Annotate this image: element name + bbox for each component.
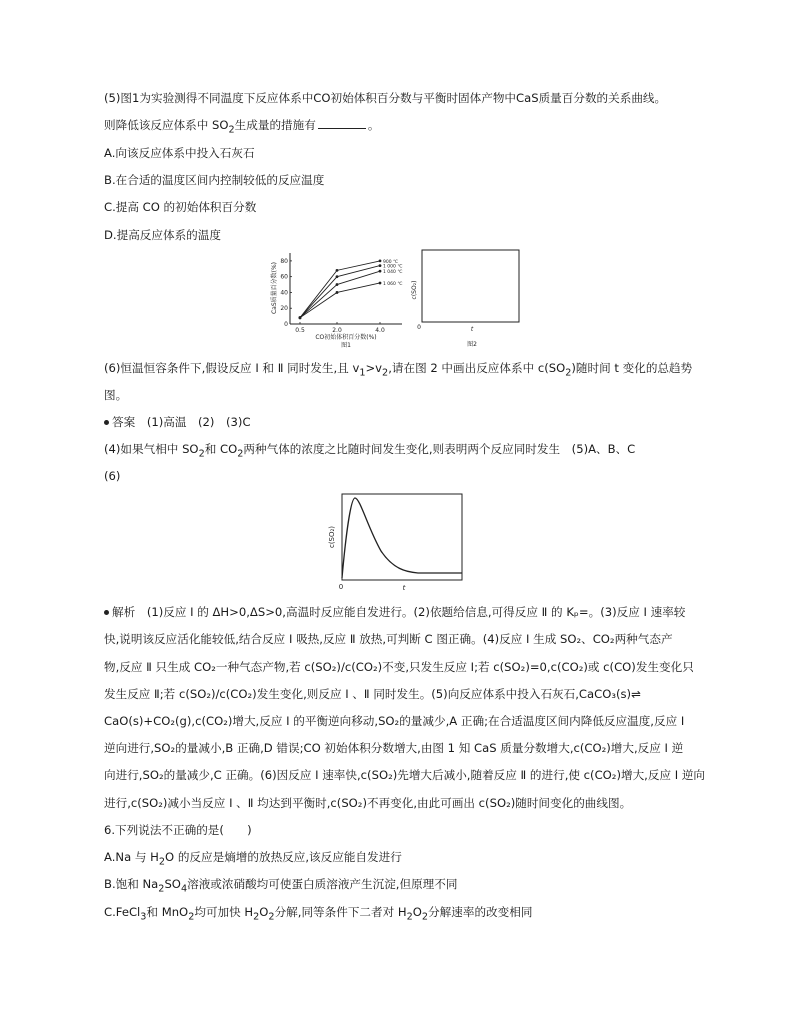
y-axis-label: c(SO₂)	[411, 280, 418, 300]
sub: 3	[140, 911, 147, 923]
sub: 1	[359, 367, 366, 379]
option-text: C.FeCl	[104, 905, 141, 919]
origin-label: 0	[417, 324, 421, 331]
answer-text: 和 CO	[204, 442, 238, 456]
x-tick-label: 4.0	[375, 327, 385, 334]
y-tick-label: 80	[280, 257, 288, 265]
series-label: 1 040 ℃	[383, 270, 403, 276]
y-tick-label: 40	[280, 289, 288, 297]
data-point	[336, 275, 339, 278]
data-point	[379, 270, 382, 273]
answer-figure	[326, 493, 466, 593]
plot-frame	[422, 250, 519, 322]
analysis-marker-icon	[104, 610, 109, 615]
q5-line2-end: 。	[367, 118, 380, 132]
data-point	[336, 269, 339, 272]
analysis-text: (1)反应 Ⅰ 的 ΔH>0,ΔS>0,高温时反应能自发进行。(2)依题给信息,可得反应 Ⅱ 的 Kₚ=。(3)反应 Ⅰ 速率较	[146, 605, 686, 619]
q6-text: )随时间 t 变化的总趋势	[571, 361, 693, 375]
option-text: O	[412, 905, 422, 919]
question-6-option-b	[104, 876, 457, 897]
option-text: 均可加快 H	[194, 905, 254, 919]
data-point	[299, 316, 302, 319]
series-line	[300, 271, 380, 318]
analysis-line: 逆向进行,SO₂的量减小,B 正确,D 错误;CO 初始体积分数增大,由图 1 知 CaS 质量分数增大,c(CO₂)增大,反应 Ⅰ 逆	[104, 741, 684, 755]
x-axis-label: CO初始体积百分数(%)	[315, 334, 377, 341]
q6-text: >v	[365, 361, 383, 375]
sub: 2	[237, 448, 244, 460]
data-point	[379, 282, 382, 285]
q6-text: ,请在图 2 中画出反应体系中 c(SO	[388, 361, 566, 375]
sub: 2	[228, 124, 235, 136]
x-axis-label: t	[470, 326, 474, 333]
question-6-option-a	[104, 849, 402, 870]
figure-1-chart	[262, 250, 407, 350]
figure-2-chart	[412, 250, 527, 350]
data-point	[336, 283, 339, 286]
answer-text: (1)高温 (2) (3)C	[146, 415, 251, 429]
q5-line1: (5)图1为实验测得不同温度下反应体系中CO初始体积百分数与平衡时固体产物中CaS质量百分数的关系曲线。	[104, 91, 667, 105]
q5-option-d: D.提高反应体系的温度	[104, 228, 221, 242]
q6-line1	[104, 360, 692, 381]
option-text: O 的反应是熵增的放热反应,该反应能自发进行	[165, 850, 402, 864]
analysis-line: 快,说明该反应活化能较低,结合反应 Ⅰ 吸热,反应 Ⅱ 放热,可判断 C 图正确。(4)反应 Ⅰ 生成 SO₂、CO₂两种气态产	[104, 632, 673, 646]
answer-line1	[104, 414, 251, 430]
x-axis-label: t	[402, 584, 406, 592]
sub: 2	[382, 367, 389, 379]
option-text: 分解速率的改变相同	[428, 905, 533, 919]
data-point	[336, 291, 339, 294]
q5-option-b: B.在合适的温度区间内控制较低的反应温度	[104, 173, 325, 187]
answer-text: (4)如果气相中 SO	[104, 442, 199, 456]
analysis-line: CaO(s)+CO₂(g),c(CO₂)增大,反应 Ⅰ 的平衡逆向移动,SO₂的量减少,A 正确;在合适温度区间内降低反应温度,反应 Ⅰ	[104, 714, 685, 728]
sub: 2	[565, 367, 572, 379]
analysis-line: 发生反应 Ⅱ;若 c(SO₂)/c(CO₂)发生变化,则反应 Ⅰ 、Ⅱ 同时发生。(5)向反应体系中投入石灰石,CaCO₃(s)⇌	[104, 687, 641, 701]
sub: 2	[158, 856, 166, 868]
sub: 2	[198, 448, 205, 460]
q5-option-a: A.向该反应体系中投入石灰石	[104, 146, 255, 160]
answer-blank[interactable]	[318, 117, 366, 129]
analysis-line1	[104, 604, 685, 620]
answer-line3: (6)	[104, 469, 121, 483]
option-text: O	[259, 905, 269, 919]
question-6-stem: 6.下列说法不正确的是( )	[104, 823, 252, 837]
data-point	[379, 264, 382, 267]
analysis-line: 物,反应 Ⅱ 只生成 CO₂一种气态产物,若 c(SO₂)/c(CO₂)不变,只发生反应 Ⅰ;若 c(SO₂)=0,c(CO₂)或 c(CO)发生变化只	[104, 660, 694, 674]
answer-marker-icon	[104, 420, 109, 425]
series-line	[300, 283, 380, 318]
sub: 2	[253, 911, 260, 923]
q5-line2-post: 生成量的措施有	[234, 118, 316, 132]
y-axis-label: c(SO₂)	[328, 525, 336, 549]
q5-line2	[104, 117, 379, 138]
figure-caption: 图1	[341, 342, 351, 349]
x-tick-label: 0.5	[295, 327, 305, 334]
answer-line2	[104, 441, 635, 462]
plot-frame	[342, 494, 462, 580]
y-axis-label: CaS质量百分数(%)	[271, 261, 278, 315]
option-text: B.饱和 Na	[104, 877, 159, 891]
analysis-line: 进行,c(SO₂)减小当反应 Ⅰ 、Ⅱ 均达到平衡时,c(SO₂)不再变化,由此可画出 c(SO₂)随时间变化的曲线图。	[104, 796, 632, 810]
sub: 4	[180, 883, 188, 895]
series-label: 1 060 ℃	[383, 281, 403, 287]
option-text: 分解,同等条件下二者对 H	[274, 905, 407, 919]
origin-label: 0	[338, 583, 344, 591]
answer-label: 答案	[112, 415, 136, 429]
sub: 2	[268, 911, 275, 923]
sub: 2	[188, 911, 195, 923]
x-tick-label: 2.0	[332, 327, 342, 334]
q5-option-c: C.提高 CO 的初始体积百分数	[104, 200, 257, 214]
q6-line2: 图。	[104, 388, 128, 402]
question-6-option-c	[104, 904, 532, 925]
sub: 2	[421, 911, 429, 923]
option-text: A.Na 与 H	[104, 850, 159, 864]
option-text: SO	[164, 877, 181, 891]
sub: 2	[406, 911, 413, 923]
sub: 2	[158, 883, 165, 895]
y-tick-label: 0	[284, 321, 288, 328]
analysis-line: 向进行,SO₂的量减少,C 正确。(6)因反应 Ⅰ 速率快,c(SO₂)先增大后减小,随着反应 Ⅱ 的进行,使 c(CO₂)增大,反应 Ⅰ 逆向	[104, 768, 706, 782]
q6-text: (6)恒温恒容条件下,假设反应 Ⅰ 和 Ⅱ 同时发生,且 v	[104, 361, 360, 375]
figure-caption: 图2	[467, 341, 477, 348]
series-label: 1 000 ℃	[383, 264, 403, 270]
y-tick-label: 20	[280, 305, 288, 313]
option-text: 溶液或浓硝酸均可使蛋白质溶液产生沉淀,但原理不同	[187, 877, 458, 891]
answer-text: 两种气体的浓度之比随时间发生变化,则表明两个反应同时发生 (5)A、B、C	[243, 442, 636, 456]
y-tick-label: 60	[280, 273, 288, 281]
q5-line2-pre: 则降低该反应体系中 SO	[104, 118, 229, 132]
series-label: 900 ℃	[383, 259, 399, 265]
data-point	[379, 259, 382, 262]
option-text: 和 MnO	[146, 905, 189, 919]
analysis-label: 解析	[112, 605, 136, 619]
c-so2-curve	[342, 498, 462, 578]
